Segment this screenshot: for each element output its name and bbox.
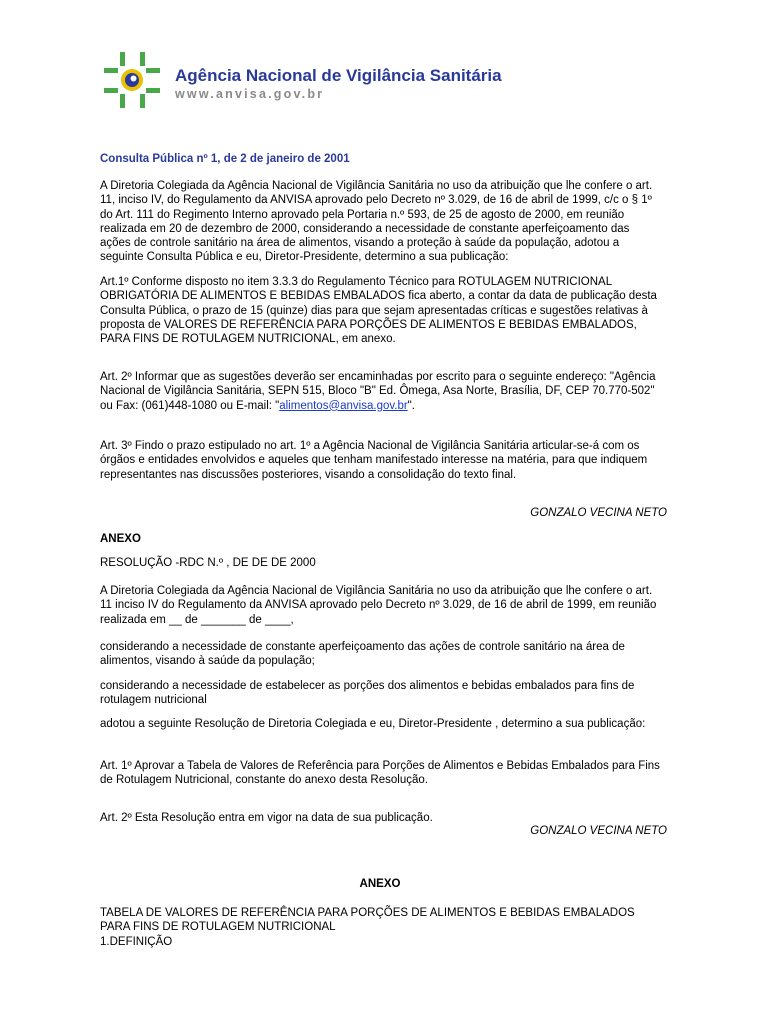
consideration-1: considerando a necessidade de constante aperfeiçoamento das ações de controle sanitário na área de alimentos, visando à saúde da população; — [100, 641, 625, 668]
resolution-title: RESOLUÇÃO -RDC N.º , DE DE DE 2000 — [100, 557, 316, 569]
article-2-end: ". — [407, 399, 415, 412]
article-2 — [100, 370, 660, 413]
signature: GONZALO VECINA NETO — [530, 507, 667, 519]
annex-intro: A Diretoria Colegiada da Agência Nacional de Vigilância Sanitária no uso da atribuição que lhe confere o art. 11 inciso IV do Regulamento da ANVISA aprovado pelo Decreto nº 3.029, de 16 de abril de 1999, em reunião realizada em __ de _______ de ____, — [100, 585, 657, 626]
section-definition: 1.DEFINIÇÃO — [100, 936, 173, 948]
consideration-2: considerando a necessidade de estabelecer as porções dos alimentos e bebidas embalados para fins de rotulagem nutricional — [100, 680, 635, 707]
anvisa-header — [100, 44, 660, 114]
article-1: Art.1º Conforme disposto no item 3.3.3 do Regulamento Técnico para ROTULAGEM NUTRICIONAL OBRIGATÓRIA DE ALIMENTOS E BEBIDAS EMBALADOS fica aberto, a contar da data de publicação desta Consulta Pública, o prazo de 15 (quinze) dias para que sejam apresentadas críticas e sugestões relativas à proposta de VALORES DE REFERÊNCIA PARA PORÇÕES DE ALIMENTOS E BEBIDAS EMBALADOS, PARA FINS DE ROTULAGEM NUTRICIONAL, em anexo. — [100, 276, 657, 346]
article-2-text: Art. 2º Informar que as sugestões deverão ser encaminhadas por escrito para o seguinte endereço: "Agência Nacional de Vigilância Sanitária, SEPN 515, Bloco "B" Ed. Ômega, Asa Norte, Brasília, DF, CEP 70.770-502" ou Fax: (061)448-1080 ou E-mail: " — [100, 371, 656, 412]
intro-paragraph: A Diretoria Colegiada da Agência Nacional de Vigilância Sanitária no uso da atribuição que lhe confere o art. 11, inciso IV, do Regulamento da ANVISA aprovado pelo Decreto nº 3.029, de 16 de abril de 1999, c/c o § 1º do Art. 111 do Regimento Interno aprovado pela Portaria n.º 593, de 25 de agosto de 2000, em reunião realizada em 20 de dezembro de 2000, considerando a necessidade de constante aperfeiçoamento das ações de controle sanitário na área de alimentos, visando a proteção à saúde da população, adotou a seguinte Consulta Pública e eu, Diretor-Presidente, determino a sua publicação: — [100, 180, 653, 264]
annex-heading: ANEXO — [100, 533, 141, 545]
agency-url: www.anvisa.gov.br — [175, 87, 325, 101]
consultation-title: Consulta Pública nº 1, de 2 de janeiro de 2001 — [100, 153, 350, 165]
anvisa-logo-icon — [100, 48, 164, 112]
article-3: Art. 3º Findo o prazo estipulado no art. 1º a Agência Nacional de Vigilância Sanitária articular-se-á com os órgãos e entidades envolvidos e aqueles que tenham manifestado interesse na matéria, para que indiquem representantes nas discussões posteriores, visando a consolidação do texto final. — [100, 440, 648, 481]
annex-article-2: Art. 2º Esta Resolução entra em vigor na data de sua publicação. — [100, 812, 433, 824]
annex-signature: GONZALO VECINA NETO — [530, 825, 667, 837]
table-title: TABELA DE VALORES DE REFERÊNCIA PARA PORÇÕES DE ALIMENTOS E BEBIDAS EMBALADOS PARA FINS DE ROTULAGEM NUTRICIONAL — [100, 907, 635, 934]
email-link[interactable]: alimentos@anvisa.gov.br — [279, 399, 408, 412]
annex-article-1: Art. 1º Aprovar a Tabela de Valores de Referência para Porções de Alimentos e Bebidas Embalados para Fins de Rotulagem Nutricional, constante do anexo desta Resolução. — [100, 760, 660, 787]
agency-name: Agência Nacional de Vigilância Sanitária — [175, 66, 502, 85]
adoption-statement: adotou a seguinte Resolução de Diretoria Colegiada e eu, Diretor-Presidente , determino a sua publicação: — [100, 718, 646, 730]
annex-heading-2: ANEXO — [359, 878, 401, 890]
